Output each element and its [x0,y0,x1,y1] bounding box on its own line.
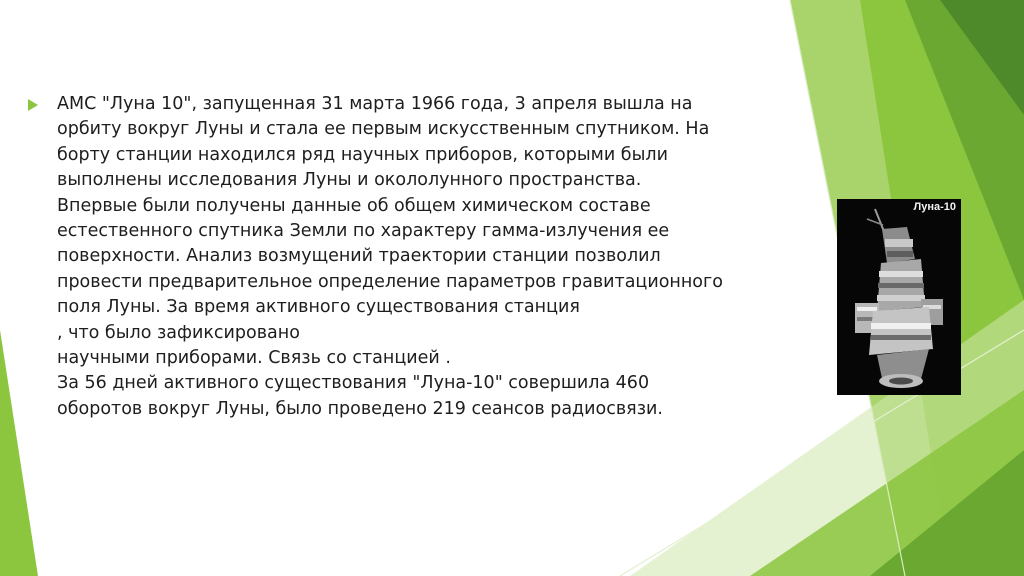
bullet-item [28,92,768,422]
luna-10-photo [837,199,961,395]
main-paragraph: АМС "Луна 10", запущенная 31 марта 1966 года, 3 апреля вышла на орбиту вокруг Луны и стала ее первым искусственным спутником. На борту станции находился ряд научных приборов, которыми были выполнены исследования Луны и окололунного пространства. Впервые были получены данные об общем химическом составе естественного спутника Земли по характеру гамма-излучения ее поверхности. Анализ возмущений траектории станции позволил провести предварительное определение параметров гравитационного поля Луны. За время активного существования станция , что было зафиксировано научными приборами. Связь со станцией . За 56 дней активного существования "Луна-10" совершила 460 оборотов вокруг Луны, было проведено 219 сеансов радиосвязи. [57,94,723,419]
luna-10-spacecraft-image [837,199,961,395]
triangle-bullet-icon [28,99,38,111]
photo-caption: Луна-10 [913,201,956,213]
